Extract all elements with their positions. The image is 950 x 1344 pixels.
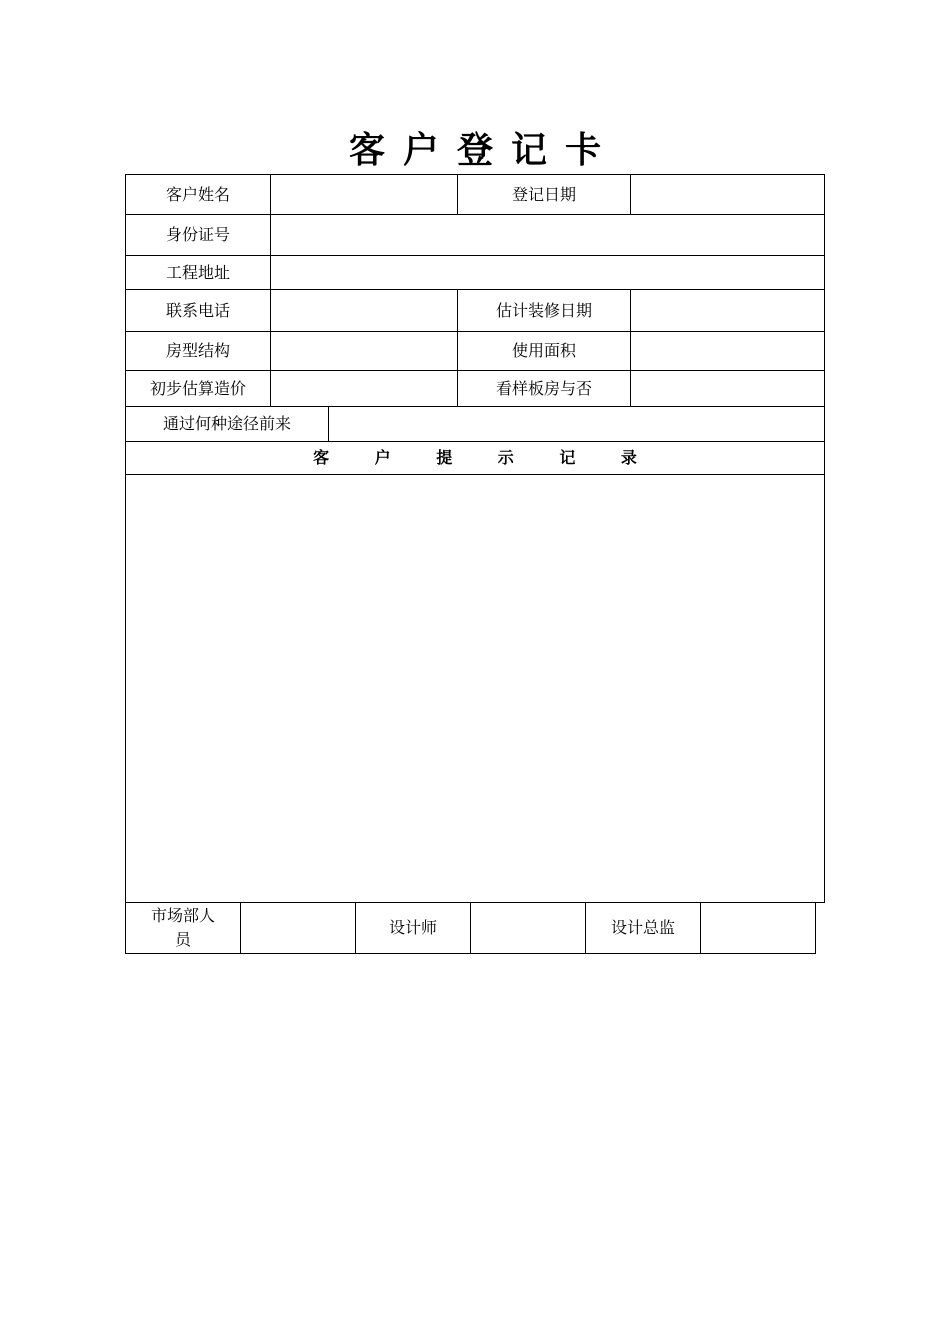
usable-area-label: 使用面积 bbox=[457, 331, 631, 371]
marketing-staff-field[interactable] bbox=[240, 902, 356, 954]
source-channel-field[interactable] bbox=[328, 406, 825, 442]
register-date-field[interactable] bbox=[630, 174, 825, 215]
prelim-cost-field[interactable] bbox=[270, 370, 458, 407]
design-director-field[interactable] bbox=[700, 902, 816, 954]
usable-area-field[interactable] bbox=[630, 331, 825, 371]
designer-field[interactable] bbox=[470, 902, 586, 954]
est-decoration-date-label: 估计装修日期 bbox=[457, 289, 631, 332]
id-number-field[interactable] bbox=[270, 214, 825, 256]
id-number-label: 身份证号 bbox=[125, 214, 271, 256]
register-date-label: 登记日期 bbox=[457, 174, 631, 215]
phone-label: 联系电话 bbox=[125, 289, 271, 332]
project-address-field[interactable] bbox=[270, 255, 825, 290]
house-structure-label: 房型结构 bbox=[125, 331, 271, 371]
est-decoration-date-field[interactable] bbox=[630, 289, 825, 332]
prelim-cost-label: 初步估算造价 bbox=[125, 370, 271, 407]
customer-name-field[interactable] bbox=[270, 174, 458, 215]
customer-name-label: 客户姓名 bbox=[125, 174, 271, 215]
customer-notes-header: 客 户 提 示 记 录 bbox=[125, 441, 825, 475]
marketing-staff-label-text: 市场部人员 bbox=[150, 906, 215, 949]
source-channel-label: 通过何种途径前来 bbox=[125, 406, 329, 442]
form-title: 客户登记卡 bbox=[348, 129, 619, 171]
house-structure-field[interactable] bbox=[270, 331, 458, 371]
project-address-label: 工程地址 bbox=[125, 255, 271, 290]
phone-field[interactable] bbox=[270, 289, 458, 332]
view-model-house-label: 看样板房与否 bbox=[457, 370, 631, 407]
customer-notes-area[interactable] bbox=[125, 474, 825, 903]
design-director-label: 设计总监 bbox=[585, 902, 701, 954]
marketing-staff-label bbox=[125, 902, 241, 954]
designer-label: 设计师 bbox=[355, 902, 471, 954]
view-model-house-field[interactable] bbox=[630, 370, 825, 407]
